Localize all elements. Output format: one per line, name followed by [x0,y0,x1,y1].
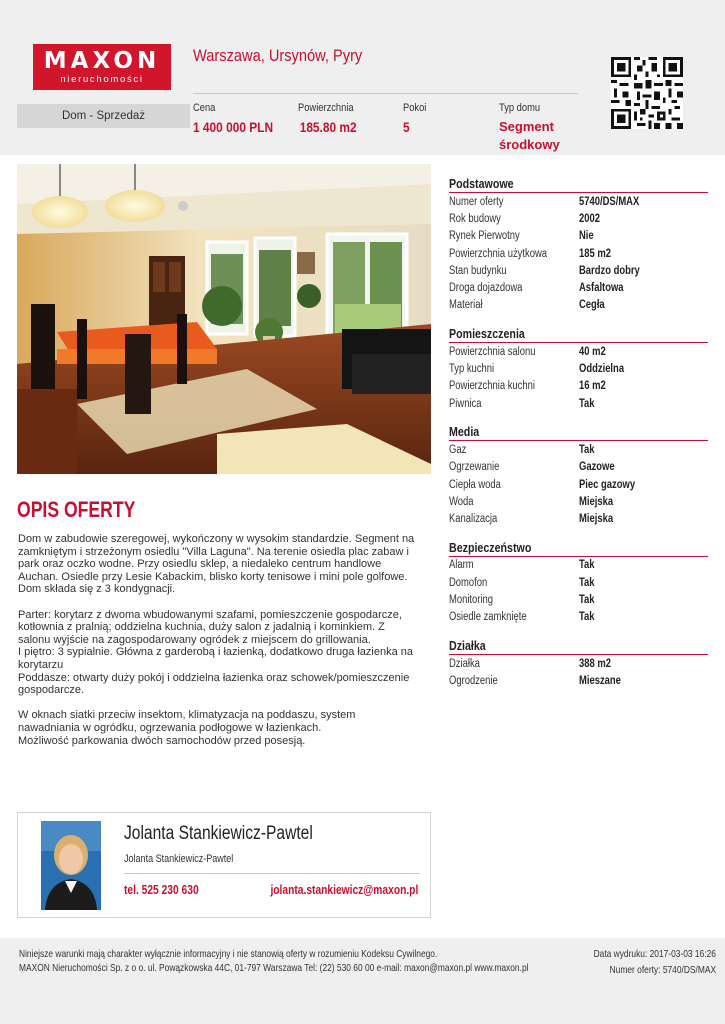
stat-rooms-label: Pokoi [403,102,427,114]
detail-row: Monitoring Tak [449,593,595,606]
description-paragraph: W oknach siatki przeciw insektom, klimatyzacja na poddaszu, system nawadniania w ogródku, ogrzewania podłogowe w łazienkach. Możliwość parkowania dwóch samochodów przed posesją. [18,709,356,747]
detail-row: Rynek Pierwotny Nie [449,230,594,243]
description-paragraph: Parter: korytarz z dwoma wbudowanymi szafami, pomieszczenie gospodarcze, kotłownia z pralnią; oddzielna kuchnia, duży salon z jadalnią i kominkiem. Z salonu wyjście na zagospodarowany ogródek z miejscem do grillowania. I piętro: 3 sypialnie. Główna z garderobą i łazienką, dodatkowo druga łazienka na korytarzu Poddasze: otwarty duży pokój i oddzielna łazienka oraz schowek/pomieszczenie gospodarcze. [18,608,414,697]
logo-subtitle: nieruchomości [60,74,144,85]
section-podstawowe [449,176,708,314]
stat-area [298,101,367,136]
agent-subtitle: Jolanta Stankiewicz-Pawtel [124,853,234,865]
section-title: Podstawowe [449,176,708,193]
detail-row: Alarm Tak [449,559,595,572]
detail-row: Droga dojazdowa Asfaltowa [449,282,624,295]
section-media [449,424,708,527]
detail-row: Rok budowy 2002 [449,212,600,225]
agent-card [17,812,431,918]
details-panel [449,176,708,702]
description-title: OPIS OFERTY [17,497,136,522]
header-band [0,0,725,155]
agent-email-link[interactable]: jolanta.stankiewicz@maxon.pl [270,883,418,897]
detail-row: Osiedle zamknięte Tak [449,611,595,624]
stat-house-type [499,101,569,154]
agent-phone-link[interactable]: tel. 525 230 630 [124,883,199,897]
detail-row: Działka 388 m2 [449,657,611,670]
header-divider [193,93,578,94]
detail-row: Woda Miejska [449,495,614,508]
section-pomieszczenia [449,326,708,412]
description-paragraph: Dom w zabudowie szeregowej, wykończony w wysokim standardzie. Segment na zamkniętym i strzeżonym osiedlu "Villa Laguna". Na terenie osiedla plac zabaw i park oraz oczko wodne. Przy osiedlu sklep, a niedaleko centrum handlowe Auchan. Osiedle przy Lesie Kabackim, blisko korty tenisowe i mini pole golfowe. Dom składa się z 3 kondygnacji. [18,533,415,596]
detail-row: Materiał Cegła [449,299,605,312]
stat-price-value: 1 400 000 PLN [193,119,274,135]
detail-row: Ogrzewanie Gazowe [449,461,615,474]
stat-house-type-value: Segment środkowy [499,119,560,152]
stat-house-type-label: Typ domu [499,102,541,114]
detail-row: Piwnica Tak [449,397,595,410]
footer-band [0,938,725,1024]
footer-print-date: Data wydruku: 2017-03-03 16:26 [593,948,716,960]
logo-brand: MAXON [43,48,161,74]
detail-row: Ogrodzenie Mieszane [449,674,621,687]
detail-row: Powierzchnia użytkowa 185 m2 [449,247,611,260]
offer-type-badge: Dom - Sprzedaż [17,104,190,128]
footer-offer-number: Numer oferty: 5740/DS/MAX [609,964,716,976]
section-title: Działka [449,638,708,655]
description-body [18,533,418,760]
section-title: Media [449,424,708,441]
section-title: Pomieszczenia [449,326,708,343]
section-bezpieczenstwo [449,540,708,626]
stat-rooms-value: 5 [403,119,410,135]
footer-disclaimer: Niniejsze warunki mają charakter wyłącznie informacyjny i nie stanowią oferty w rozumieniu Kodeksu Cywilnego. [19,948,438,960]
detail-row: Powierzchnia kuchni 16 m2 [449,380,606,393]
footer-company-info: MAXON Nieruchomości Sp. z o o. ul. Powązkowska 44C, 01-797 Warszawa Tel: (22) 530 60 00 e-mail: maxon@maxon.pl www.maxon.pl [19,962,529,974]
detail-row: Domofon Tak [449,576,595,589]
agent-divider [124,873,420,874]
property-photo[interactable] [17,164,431,474]
qr-code-icon[interactable] [611,57,683,129]
detail-row: Powierzchnia salonu 40 m2 [449,345,606,358]
section-title: Bezpieczeństwo [449,540,708,557]
detail-row: Ciepła woda Piec gazowy [449,478,636,491]
detail-row: Typ kuchni Oddzielna [449,363,625,376]
stat-area-label: Powierzchnia [298,102,354,114]
detail-row: Stan budynku Bardzo dobry [449,264,640,277]
agent-name: Jolanta Stankiewicz-Pawtel [124,823,313,844]
stat-rooms [403,101,431,136]
section-dzialka [449,638,708,690]
maxon-logo[interactable] [33,44,171,90]
detail-row: Kanalizacja Miejska [449,513,614,526]
stat-area-value: 185.80 m2 [299,119,357,135]
agent-avatar [41,821,101,910]
detail-row: Gaz Tak [449,443,595,456]
stat-price-label: Cena [193,102,216,114]
detail-row: Numer oferty 5740/DS/MAX [449,195,640,208]
stat-price [193,101,287,136]
location-title: Warszawa, Ursynów, Pyry [193,46,363,65]
